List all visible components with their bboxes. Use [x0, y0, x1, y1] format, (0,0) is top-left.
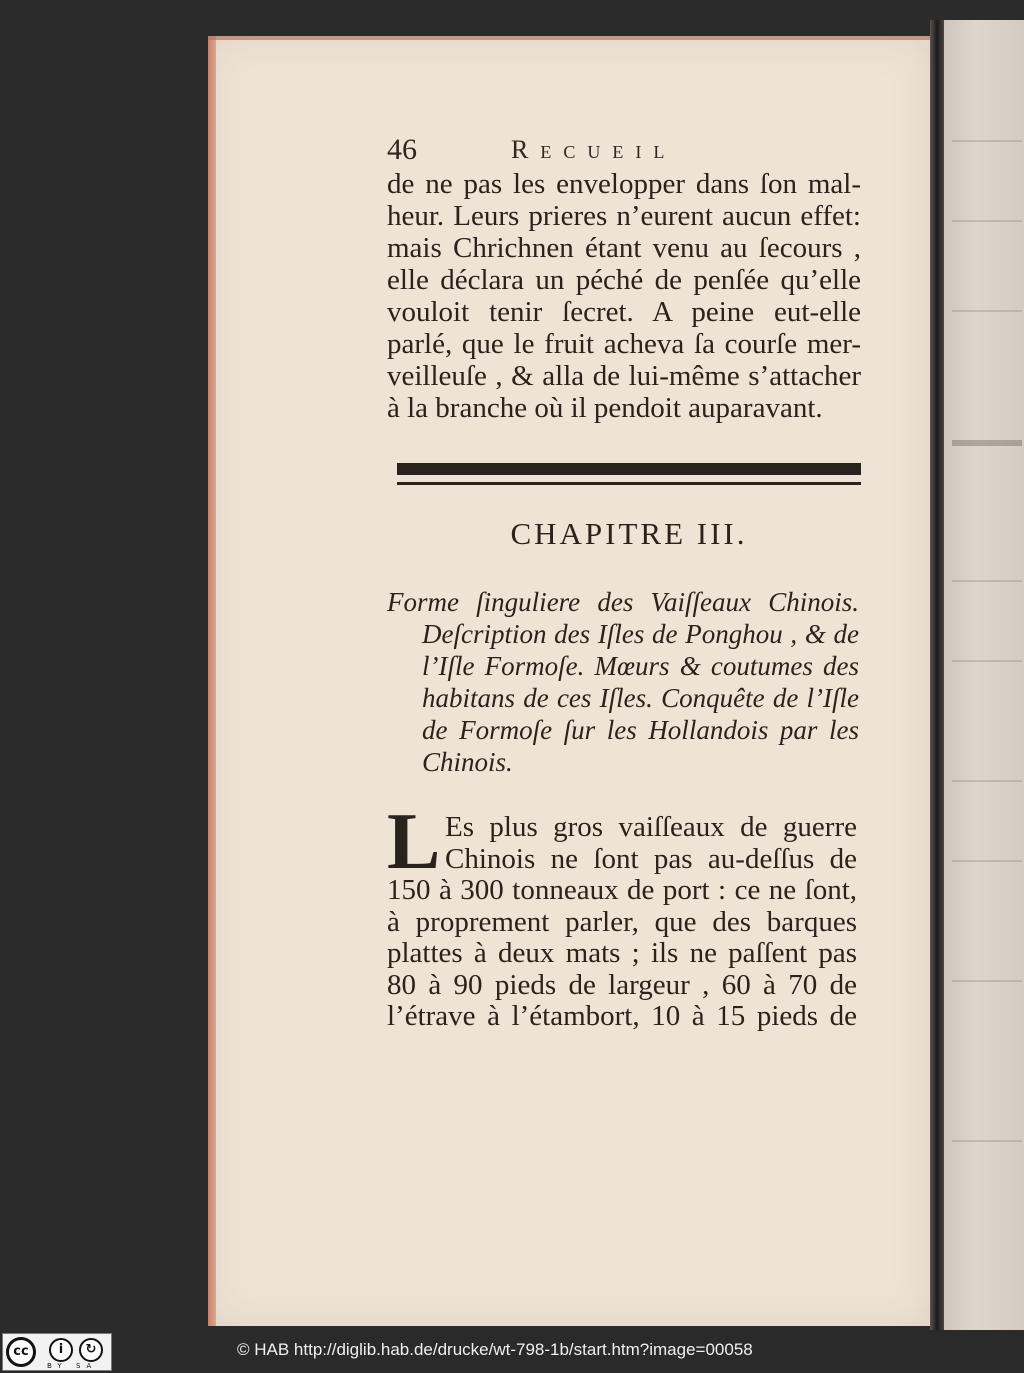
text-line: vouloit tenir ſecret. A peine eut-elle — [387, 296, 861, 328]
license-sa: SA — [75, 1362, 98, 1370]
chapter-rule-thick — [397, 463, 861, 475]
paragraph-line: 150 à 300 tonneaux de port : ce ne ſont, — [387, 874, 857, 906]
attribution-icon: i — [49, 1338, 73, 1362]
text-line: parlé, que le fruit acheva ſa courſe mer- — [387, 328, 861, 360]
summary-line: Forme ſinguliere des Vaiſſeaux Chinois. — [387, 587, 859, 617]
paragraph-line: plattes à deux mats ; ils ne paſſent pas — [387, 937, 857, 969]
page-top-edge — [208, 36, 930, 40]
paragraph-line: l’étrave à l’étambort, 10 à 15 pieds de — [387, 1000, 857, 1032]
paragraph-line: à proprement parler, que des barques — [387, 905, 857, 938]
text-line: veilleuſe , & alla de lui-même s’attacher — [387, 360, 861, 392]
paragraph-line: Es plus gros vaiſſeaux de guerre — [445, 811, 857, 843]
summary-line: Chinois. — [422, 747, 513, 777]
license-tags — [47, 1362, 109, 1370]
chapter-title: CHAPITRE III. — [510, 516, 748, 551]
running-title: Recueil — [511, 135, 677, 164]
page-red-edge — [208, 36, 216, 1326]
text-line: heur. Leurs prieres n’eurent aucun effet: — [387, 200, 861, 232]
footer-bar — [0, 1330, 1024, 1373]
cc-license-badge[interactable] — [2, 1333, 112, 1371]
continued-text — [387, 168, 861, 424]
credit-link[interactable]: © HAB http://diglib.hab.de/drucke/wt-798-1b/start.htm?image=00058 — [237, 1340, 753, 1359]
text-line: de ne pas les envelopper dans ſon mal- — [387, 168, 861, 200]
book-gutter — [930, 20, 944, 1330]
paragraph-line: Chinois ne ſont pas au-deſſus de — [445, 842, 857, 875]
share-alike-icon: ↻ — [79, 1338, 103, 1362]
summary-line: habitans de ces Iſles. Conquête de l’Iſle — [422, 683, 859, 713]
text-line: mais Chrichnen étant venu au ſecours , — [387, 232, 861, 264]
text-line: à la branche où il pendoit auparavant. — [387, 392, 823, 424]
summary-line: de Formoſe ſur les Hollandois par les — [422, 715, 859, 745]
summary-line: l’Iſle Formoſe. Mœurs & coutumes des — [422, 651, 859, 681]
cc-icon: cc — [6, 1337, 36, 1367]
drop-cap: L — [387, 798, 441, 886]
summary-line: Deſcription des Iſles de Ponghou , & de — [422, 619, 859, 649]
page-number: 46 — [387, 133, 417, 166]
chapter-summary — [387, 586, 859, 778]
chapter-paragraph — [387, 798, 857, 1033]
license-by: BY — [47, 1362, 68, 1370]
facing-page-edge — [944, 20, 1024, 1330]
chapter-rule-thin — [397, 482, 861, 485]
text-line: elle déclara un péché de penſée qu’elle — [387, 264, 861, 296]
page-header — [387, 133, 857, 173]
paragraph-line: 80 à 90 pieds de largeur , 60 à 70 de — [387, 968, 857, 1001]
